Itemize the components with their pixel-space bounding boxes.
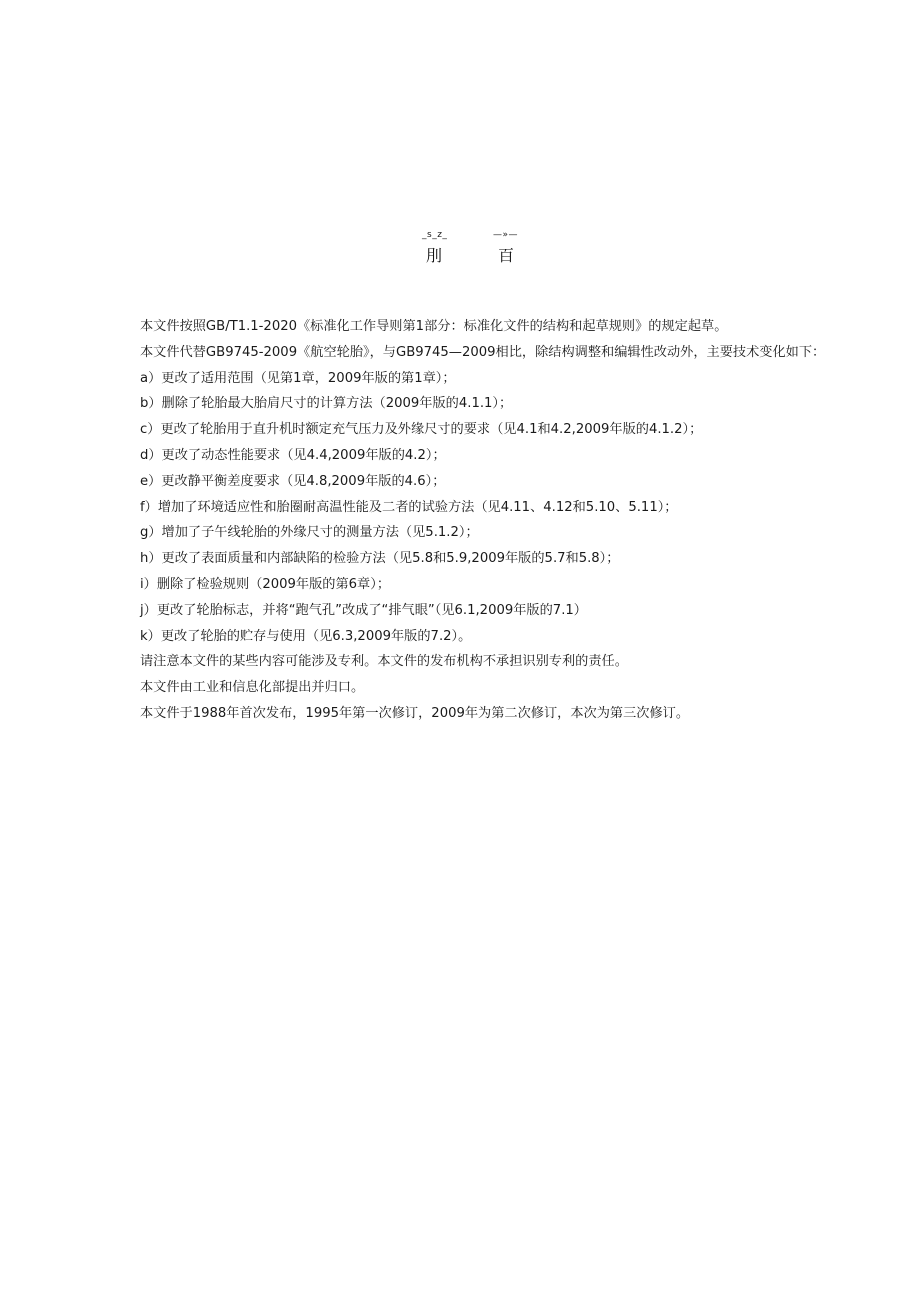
- list-item: a）更改了适用范围（见第1章，2009年版的第1章）；: [140, 370, 456, 386]
- list-item: b）删除了轮胎最大胎肩尺寸的计算方法（2009年版的4.1.1）；: [140, 396, 513, 412]
- list-item: j）更改了轮胎标志，并将“跑气孔”改成了“排气眼”（见6.1,2009年版的7.1）: [140, 602, 587, 618]
- list-item: f）增加了环境适应性和胎圈耐高温性能及二者的试验方法（见4.11、4.12和5.10、5.11）；: [140, 499, 678, 515]
- heading-artifacts: [0, 229, 920, 241]
- list-item: d）更改了动态性能要求（见4.4,2009年版的4.2）；: [140, 447, 446, 463]
- heading-artifact-right: —»—: [493, 230, 519, 240]
- drafting-rule-paragraph: 本文件按照GB/T1.1-2020《标准化工作导则第1部分：标准化文件的结构和起草规则》的规定起草。: [140, 319, 728, 334]
- list-item: i）删除了检验规则（2009年版的第6章）；: [140, 576, 391, 592]
- list-item: k）更改了轮胎的贮存与使用（见6.3,2009年版的7.2）。: [140, 628, 472, 644]
- document-body: [108, 314, 833, 727]
- list-item: g）增加了子午线轮胎的外缘尺寸的测量方法（见5.1.2）；: [140, 525, 479, 541]
- replacement-paragraph: 本文件代替GB9745-2009《航空轮胎》，与GB9745—2009相比，除结构调整和编辑性改动外，主要技术变化如下：: [140, 344, 826, 360]
- list-item: c）更改了轮胎用于直升机时额定充气压力及外缘尺寸的要求（见4.1和4.2,2009年版的4.1.2）；: [140, 422, 703, 438]
- page-title-char-1: 刖: [426, 246, 443, 265]
- proposer-paragraph: 本文件由工业和信息化部提出并归口。: [140, 680, 365, 696]
- changes-list: [108, 366, 833, 650]
- history-paragraph: 本文件于1988年首次发布，1995年第一次修订，2009年为第二次修订，本次为第三次修订。: [140, 705, 690, 721]
- page-title: [0, 245, 920, 269]
- list-item: e）更改静平衡差度要求（见4.8,2009年版的4.6）；: [140, 473, 446, 489]
- heading-artifact-left: _s_z_: [422, 230, 448, 240]
- patent-notice-paragraph: 请注意本文件的某些内容可能涉及专利。本文件的发布机构不承担识别专利的责任。: [140, 654, 628, 670]
- page-title-char-2: 百: [498, 246, 515, 265]
- list-item: h）更改了表面质量和内部缺陷的检验方法（见5.8和5.9,2009年版的5.7和5.8）；: [140, 551, 620, 567]
